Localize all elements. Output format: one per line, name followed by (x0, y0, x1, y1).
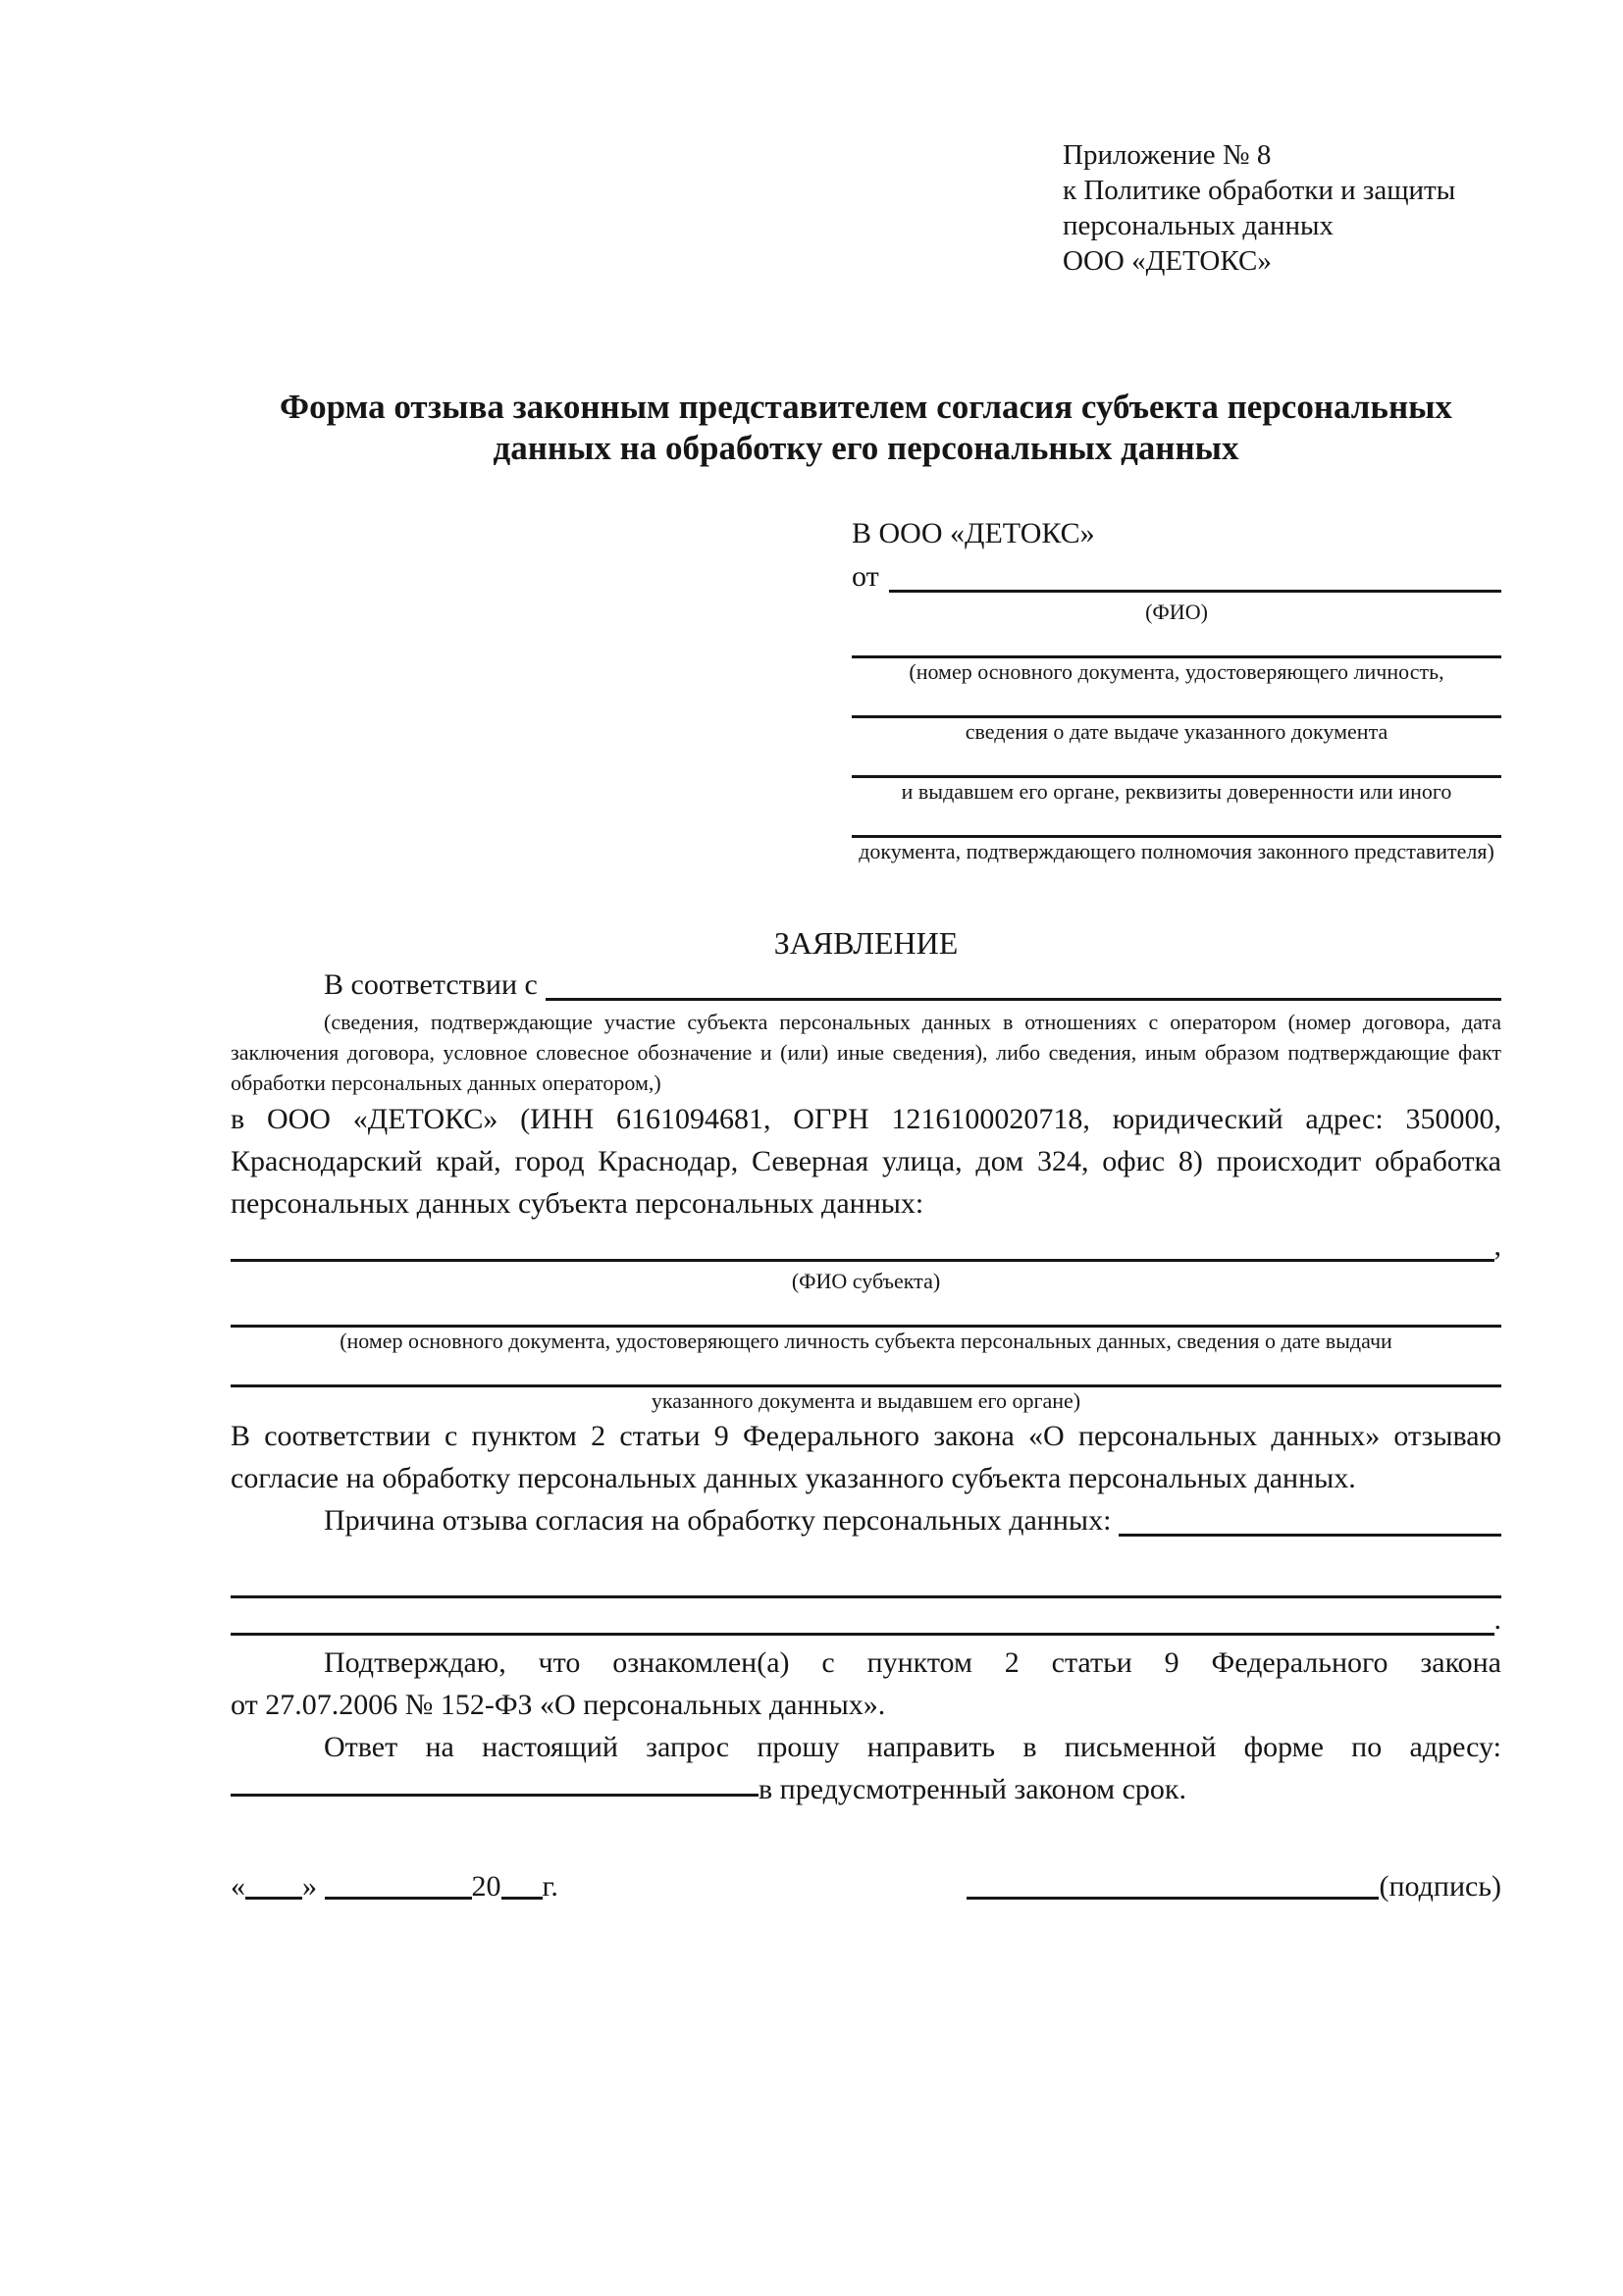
reason-blank-line-1 (231, 1566, 1501, 1598)
signature-blank (967, 1871, 1379, 1900)
reply-suffix: в предусмотренный законом срок. (759, 1773, 1186, 1805)
subject-fio-comma: , (1493, 1229, 1501, 1262)
representative-doc-blank-4 (852, 806, 1501, 838)
date-quote-open: « (231, 1870, 245, 1903)
date-year-blank (501, 1871, 543, 1900)
representative-doc-caption-2: сведения о дате выдаче указанного документа (965, 719, 1388, 744)
date-month-blank (325, 1871, 472, 1900)
appendix-note-line-4: ООО «ДЕТОКС» (1063, 245, 1272, 277)
representative-doc-blank-1 (852, 626, 1501, 658)
footer-row (231, 1865, 1501, 1908)
representative-doc-caption-1: (номер основного документа, удостоверяющего личность, (909, 659, 1444, 684)
reason-blank-short (1119, 1499, 1501, 1537)
subject-doc-blank-1 (231, 1295, 1501, 1328)
reply-line-1: Ответ на настоящий запрос прошу направить в письменной форме по адресу: (324, 1731, 1501, 1763)
statement-intro-blank (546, 964, 1501, 1001)
reply-address-row (231, 1768, 1501, 1810)
reason-blank-row-2 (231, 1598, 1501, 1642)
representative-doc-caption-3: и выдавшем его органе, реквизиты доверенности или иного (901, 779, 1452, 804)
date-line (231, 1865, 558, 1908)
subject-doc-blank-2 (231, 1355, 1501, 1387)
subject-doc-caption-1: (номер основного документа, удостоверяющего личность субъекта персональных данных, сведения о дате выдачи (340, 1329, 1392, 1353)
subject-fio-blank (231, 1225, 1494, 1262)
from-row (852, 555, 1501, 599)
withdrawal-paragraph: В соответствии с пунктом 2 статьи 9 Федерального закона «О персональных данных» отзываю согласие на обработку персональных данных указанного субъекта персональных данных. (231, 1420, 1501, 1494)
signature-line (967, 1865, 1501, 1908)
statement-intro-row (231, 964, 1501, 1007)
representative-name-blank (889, 555, 1501, 593)
date-day-blank (245, 1871, 302, 1900)
from-label: от (852, 560, 879, 593)
reason-row (231, 1499, 1501, 1542)
confirm-line-1: Подтверждаю, что ознакомлен(а) с пунктом 2 статьи 9 Федерального закона (324, 1646, 1501, 1679)
addressee-org: В ООО «ДЕТОКС» (852, 517, 1095, 549)
addressee-block (852, 512, 1501, 865)
reason-label: Причина отзыва согласия на обработку персональных данных: (324, 1504, 1112, 1537)
appendix-note-line-3: персональных данных (1063, 210, 1335, 241)
reason-period: . (1493, 1603, 1501, 1636)
representative-doc-blank-2 (852, 686, 1501, 718)
subject-fio-row (231, 1225, 1501, 1268)
subject-doc-caption-2: указанного документа и выдавшем его органе) (651, 1388, 1081, 1413)
date-year-suffix: г. (542, 1870, 558, 1903)
date-year-prefix: 20 (471, 1870, 501, 1903)
signature-caption: (подпись) (1379, 1870, 1501, 1903)
date-quote-close: » (302, 1870, 317, 1903)
representative-doc-blank-3 (852, 746, 1501, 778)
representative-doc-caption-4: документа, подтверждающего полномочия законного представителя) (859, 839, 1494, 863)
statement-heading: ЗАЯВЛЕНИЕ (773, 925, 959, 961)
statement-intro-prefix: В соответствии с (324, 968, 538, 1001)
subject-fio-caption: (ФИО субъекта) (791, 1269, 941, 1293)
document-title: Форма отзыва законным представителем согласия субъекта персональных данных на обработку его персональных данных (280, 388, 1452, 467)
appendix-note-line-2: к Политике обработки и защиты (1063, 175, 1456, 206)
reply-address-blank (231, 1768, 759, 1797)
fio-caption: (ФИО) (1145, 600, 1208, 624)
appendix-note (1063, 137, 1501, 279)
confirm-line-2: от 27.07.2006 № 152-ФЗ «О персональных данных». (231, 1689, 886, 1721)
statement-intro-caption: (сведения, подтверждающие участие субъекта персональных данных в отношениях с оператором (номер договора, дата заключения договора, условное словесное обозначение и (или) иные сведения), либо сведения, иным образом подтверждающие факт обработки персональных данных оператором,) (231, 1010, 1501, 1095)
reason-blank-line-2 (231, 1598, 1494, 1636)
operator-paragraph: в ООО «ДЕТОКС» (ИНН 6161094681, ОГРН 1216100020718, юридический адрес: 350000, Краснодарский край, город Краснодар, Северная улица, дом 324, офис 8) происходит обработка персональных данных субъекта персональных данных: (231, 1103, 1501, 1220)
appendix-note-line-1: Приложение № 8 (1063, 139, 1272, 171)
